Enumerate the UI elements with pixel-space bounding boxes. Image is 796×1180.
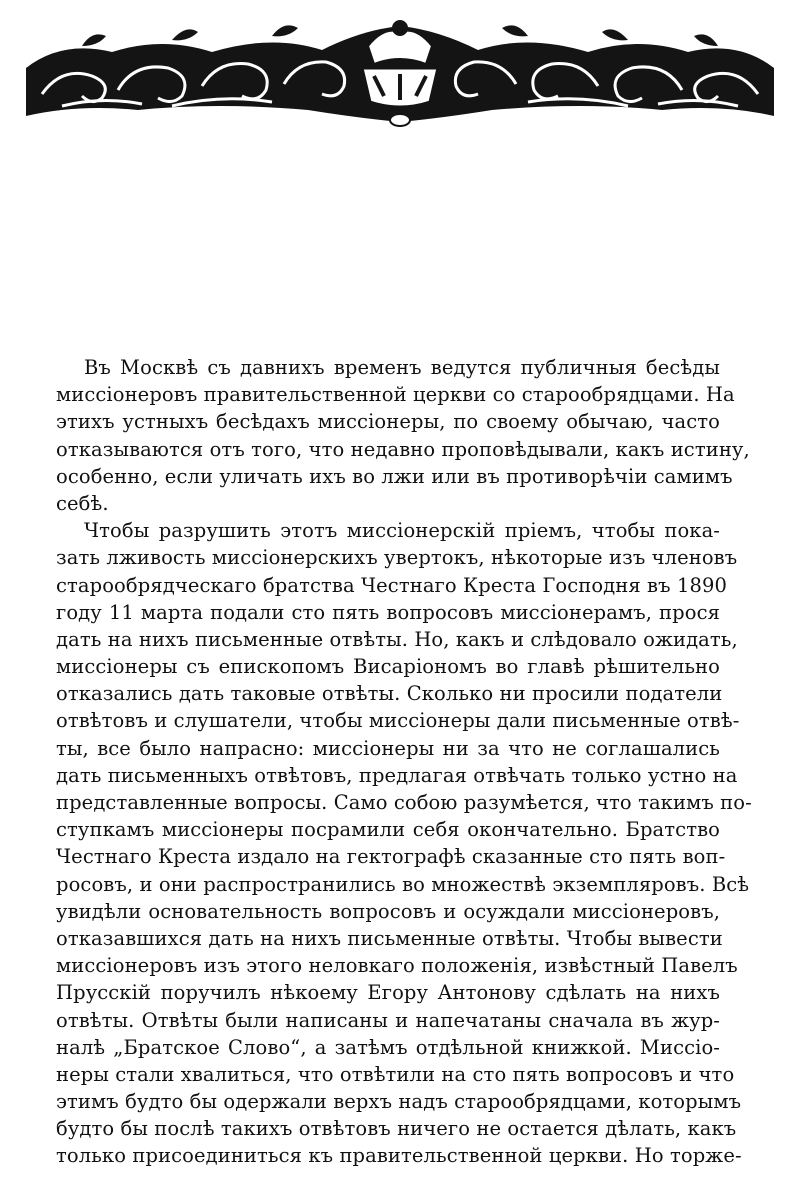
- text-line: дать на нихъ письменные отвѣты. Но, какъ и слѣдовало ожидать,: [56, 627, 738, 651]
- text-line: отвѣтовъ и слушатели, чтобы миссіонеры дали письменные отвѣ-: [56, 709, 740, 733]
- text-line: особенно, если уличать ихъ во лжи или въ противорѣчіи самимъ: [56, 464, 733, 488]
- text-line: этихъ устныхъ бесѣдахъ миссіонеры, по своему обычаю, часто: [56, 410, 720, 434]
- text-line: росовъ, и они распространились во множествѣ экземпляровъ. Всѣ: [56, 872, 750, 896]
- text-line: миссіонеровъ изъ этого неловкаго положенія, извѣстный Павелъ: [56, 954, 738, 978]
- text-line: миссіонеры съ епископомъ Висаріономъ во главѣ рѣшительно: [56, 655, 720, 679]
- text-line: отказались дать таковые отвѣты. Сколько ни просили податели: [56, 682, 723, 706]
- body-text: [56, 354, 752, 1170]
- text-line: отказавшихся дать на нихъ письменные отвѣты. Чтобы вывести: [56, 926, 723, 950]
- text-line: Прусскій поручилъ нѣкоему Егору Антонову сдѣлать на нихъ: [56, 981, 720, 1005]
- text-line: Въ Москвѣ съ давнихъ временъ ведутся публичныя бесѣды: [84, 356, 720, 379]
- text-line: только присоединиться къ правительственной церкви. Но торже-: [56, 1144, 742, 1168]
- text-line: году 11 марта подали сто пять вопросовъ миссіонерамъ, прося: [56, 600, 720, 624]
- paragraph-1: [56, 354, 750, 517]
- text-line: отказываются отъ того, что недавно проповѣдывали, какъ истину,: [56, 437, 750, 461]
- text-line: неры стали хвалиться, что отвѣтили на сто пять вопросовъ и что: [56, 1062, 735, 1086]
- text-line: Честнаго Креста издало на гектографѣ сказанные сто пять воп-: [56, 845, 726, 869]
- headpiece-ornament: [22, 6, 778, 130]
- text-line: представленные вопросы. Само собою разумѣется, что такимъ по-: [56, 791, 752, 814]
- text-line: старообрядческаго братства Честнаго Креста Господня въ 1890: [56, 573, 727, 597]
- paragraph-2: [56, 517, 752, 1170]
- text-line: зать лживость миссіонерскихъ увертокъ, нѣкоторые изъ членовъ: [56, 546, 738, 570]
- text-line: отвѣты. Отвѣты были написаны и напечатаны сначала въ жур-: [56, 1008, 720, 1032]
- text-line: Чтобы разрушить этотъ миссіонерскій пріемъ, чтобы пока-: [84, 519, 720, 543]
- text-line: ты, все было напрасно: миссіонеры ни за что не соглашались: [56, 736, 720, 760]
- text-line: увидѣли основательность вопросовъ и осуждали миссіонеровъ,: [56, 899, 720, 923]
- text-line: миссіонеровъ правительственной церкви со старообрядцами. На: [56, 383, 735, 407]
- text-line: будто бы послѣ такихъ отвѣтовъ ничего не остается дѣлать, какъ: [56, 1117, 737, 1141]
- text-line: ступкамъ миссіонеры посрамили себя окончательно. Братство: [56, 818, 720, 842]
- text-line: дать письменныхъ отвѣтовъ, предлагая отвѣчать только устно на: [56, 763, 738, 787]
- text-line: себѣ.: [56, 491, 109, 515]
- text-line: этимъ будто бы одержали верхъ надъ старообрядцами, которымъ: [56, 1090, 742, 1114]
- text-line: налѣ „Братское Слово“, а затѣмъ отдѣльной книжкой. Миссіо-: [56, 1035, 720, 1059]
